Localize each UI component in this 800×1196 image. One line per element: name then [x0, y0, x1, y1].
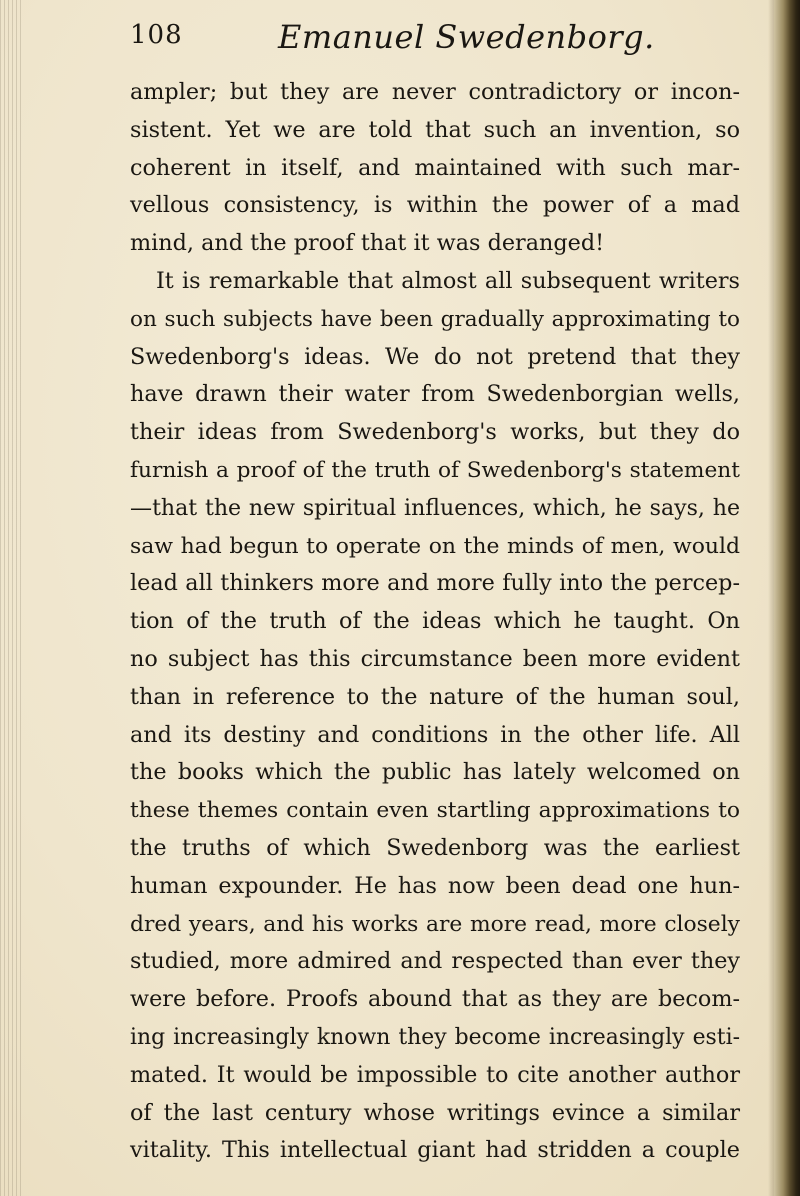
text-line: these themes contain even startling approximations to	[130, 798, 740, 824]
text-line: were before. Proofs abound that as they are becom-	[130, 986, 740, 1013]
text-line: the books which the public has lately welcomed on	[130, 759, 740, 786]
text-line: vellous consistency, is within the power of a mad	[130, 192, 740, 219]
text-line: their ideas from Swedenborg's works, but they do	[130, 419, 740, 446]
text-line: on such subjects have been gradually approximating to	[130, 306, 740, 332]
text-line: have drawn their water from Swedenborgian wells,	[130, 381, 740, 408]
running-title: Emanuel Swedenborg.	[278, 18, 655, 56]
text-line: human expounder. He has now been dead one hun-	[130, 872, 740, 899]
text-line: the truths of which Swedenborg was the earliest	[130, 834, 740, 861]
text-line: dred years, and his works are more read, more closely	[130, 911, 740, 937]
text-line: coherent in itself, and maintained with such mar-	[130, 154, 740, 181]
text-line: of the last century whose writings evince a similar	[130, 1099, 740, 1126]
text-line: furnish a proof of the truth of Swedenborg's statement	[130, 457, 740, 483]
text-line: mated. It would be impossible to cite another author	[130, 1061, 740, 1088]
text-line: than in reference to the nature of the human soul,	[130, 683, 740, 710]
text-line: —that the new spiritual influences, which, he says, he	[130, 495, 740, 521]
body-text	[130, 74, 740, 1170]
text-line: ampler; but they are never contradictory or incon-	[130, 79, 740, 105]
text-line: mind, and the proof that it was deranged!	[130, 230, 605, 257]
page-stack-edge	[774, 0, 800, 1196]
text-line: no subject has this circumstance been more evident	[130, 645, 740, 672]
page-number: 108	[130, 20, 183, 50]
page-header	[120, 10, 740, 60]
text-line: ing increasingly known they become increasingly esti-	[130, 1024, 740, 1050]
text-line: vitality. This intellectual giant had stridden a couple	[130, 1137, 740, 1164]
text-line: tion of the truth of the ideas which he taught. On	[130, 608, 740, 635]
text-line: Swedenborg's ideas. We do not pretend that they	[130, 343, 740, 370]
text-line: and its destiny and conditions in the other life. All	[130, 721, 740, 748]
paragraph-first-line: It is remarkable that almost all subsequent writers	[156, 267, 740, 294]
text-line: lead all thinkers more and more fully into the percep-	[130, 570, 740, 597]
text-line: sistent. Yet we are told that such an invention, so	[130, 116, 740, 143]
text-line: saw had begun to operate on the minds of men, would	[130, 533, 740, 559]
text-line: studied, more admired and respected than ever they	[130, 948, 740, 975]
binding-gutter	[0, 0, 22, 1196]
